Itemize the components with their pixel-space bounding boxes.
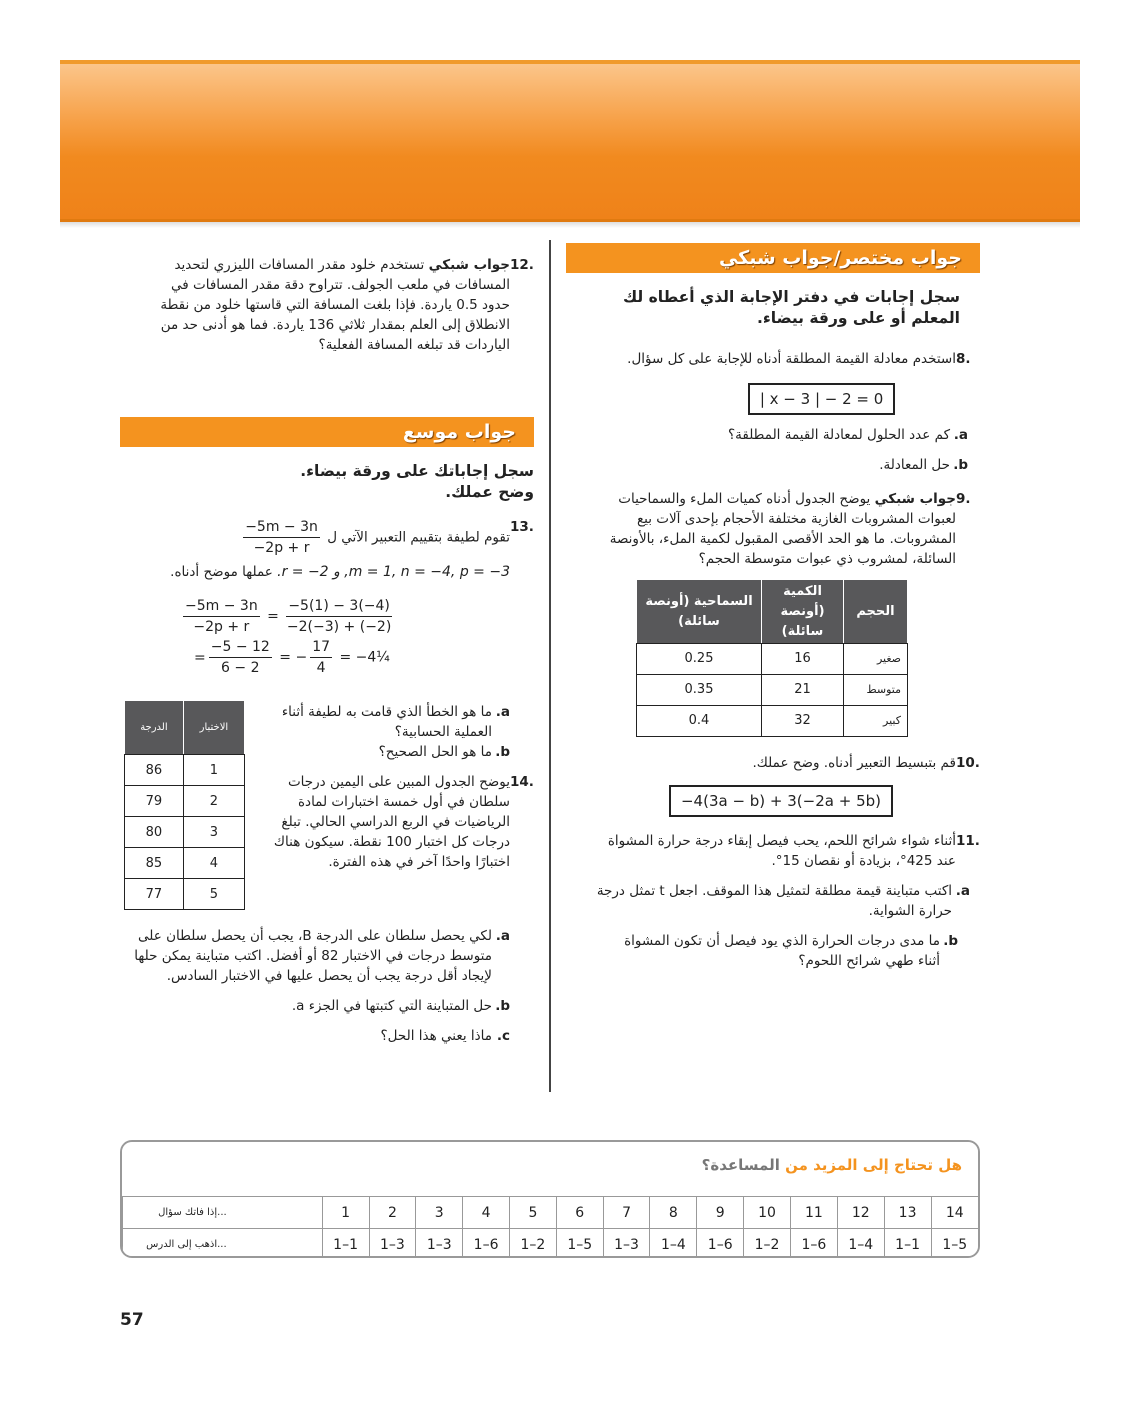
question-13: 13. تقوم لطيفة بتقييم التعبير الآتي ل $\frac{-5m - 3n}{-2p + r}$ m = 1, n = −4, p = −3, و r = −2. عملها موضح أدناه. $\frac{-5m - 3n}{-2p + r}$ = $\frac{-5(1) - 3(-4)}{-2(-3) + (-2)}$ = $\frac{-5 - 12}{6 - 2}$ = − $\frac{17}{4}$ = −4¼ bbox=[120, 517, 534, 678]
header-shadow bbox=[60, 222, 1080, 228]
lesson-cell: 1–1 bbox=[322, 1229, 369, 1259]
section-heading-short-answer: جواب مختصر/جواب شبكي bbox=[566, 243, 980, 273]
question-14c: c. ماذا يعني هذا الحل؟ bbox=[380, 1028, 510, 1044]
question-cell: 12 bbox=[837, 1197, 884, 1229]
question-14a: a. لكي يحصل سلطان على الدرجة B، يجب أن يحصل سلطان على متوسط درجات في الاختبار 82 أو أفضل. اكتب متباينة يمكن حلها لإيجاد أقل درجة يجب أن يحصل عليها في الاختبار السادس. bbox=[134, 928, 510, 984]
scores-table: الدرجة الاختبار 86 1 79 2 80 3 85 4 77 5 bbox=[124, 700, 245, 910]
header-band bbox=[60, 60, 1080, 222]
fill-table: الحجم الكمية (أونصة سائلة) السماحية (أونصة سائلة) صغير 16 0.25 متوسط 21 0.35 كبير 32 0.4 bbox=[636, 579, 908, 737]
lesson-cell: 1–2 bbox=[509, 1229, 556, 1259]
lesson-cell: 1–1 bbox=[884, 1229, 931, 1259]
question-cell: 6 bbox=[556, 1197, 603, 1229]
question-cell: 2 bbox=[369, 1197, 416, 1229]
section-heading-extended-response: جواب موسع bbox=[120, 417, 534, 447]
need-help-box bbox=[120, 1140, 980, 1258]
left-column bbox=[120, 255, 534, 678]
lesson-cell: 1–5 bbox=[556, 1229, 603, 1259]
question-10: 10. قم بتبسيط التعبير أدناه. وضح عملك. −4(3a − b) + 3(−2a + 5b) bbox=[566, 753, 980, 817]
lesson-cell: 1–3 bbox=[369, 1229, 416, 1259]
page-number: 57 bbox=[120, 1310, 144, 1330]
lesson-cell: 1–6 bbox=[790, 1229, 837, 1259]
work-shown: $\frac{-5m - 3n}{-2p + r}$ = $\frac{-5(1) - 3(-4)}{-2(-3) + (-2)}$ = $\frac{-5 - 12}{6 - 2}$ = − $\frac{17}{4}$ = −4¼ bbox=[185, 598, 392, 676]
help-title: هل تحتاج إلى المزيد من المساعدة؟ bbox=[122, 1142, 978, 1196]
lesson-cell: 1–6 bbox=[697, 1229, 744, 1259]
question-cell: 9 bbox=[697, 1197, 744, 1229]
question-cell: 14 bbox=[931, 1197, 978, 1229]
question-14b: b. حل المتباينة التي كتبتها في الجزء a. bbox=[291, 998, 510, 1014]
question-12: 12. جواب شبكي تستخدم خلود مقدر المسافات الليزري لتحديد المسافات في ملعب الجولف. تتراوح دقة مقدر المسافات في حدود 0.5 ياردة. فإذا بلغت المسافة التي قاستها خلود من نقطة الانطلاق إلى العلم بمقدار ثلاثي 136 ياردة. فما هو أدنى حد من الياردات قد تبلغه المسافة الفعلية؟ bbox=[160, 257, 534, 353]
lesson-map-table: ...إذا فاتك سؤال 1 2 3 4 5 6 7 8 9 10 11 12 13 14 ...اذهب إلى الدرس 1–1 1–3 1–3 1–6 1–2 1–5 1–3 1–4 1–6 1–2 1–6 1–4 1–1 1–5 bbox=[122, 1196, 978, 1258]
question-cell: 10 bbox=[744, 1197, 791, 1229]
question-14: 14. يوضح الجدول المبين على اليمين درجات سلطان في أول خمسة اختبارات لمادة الرياضيات في الربع الدراسي الحالي. تبلغ درجات كل اختبار 100 نقطة. سيكون هناك اختبارًا واحدًا آخر في هذه الفترة. bbox=[273, 774, 534, 870]
question-cell: 7 bbox=[603, 1197, 650, 1229]
lesson-cell: 1–2 bbox=[744, 1229, 791, 1259]
instruction: سجل إجابات في دفتر الإجابة الذي أعطاه لك المعلم أو على ورقة بيضاء. bbox=[622, 288, 960, 327]
question-8: 8. استخدم معادلة القيمة المطلقة أدناه للإجابة على كل سؤال. | x − 3 | − 2 = 0 a. كم عدد الحلول لمعادلة القيمة المطلقة؟ b. حل المعادلة. bbox=[627, 351, 971, 473]
question-cell: 4 bbox=[463, 1197, 510, 1229]
column-divider bbox=[549, 240, 551, 1092]
question-cell: 5 bbox=[509, 1197, 556, 1229]
question-cell: 3 bbox=[416, 1197, 463, 1229]
lesson-cell: 1–3 bbox=[416, 1229, 463, 1259]
equation-box: | x − 3 | − 2 = 0 bbox=[748, 383, 895, 415]
lesson-cell: 1–4 bbox=[650, 1229, 697, 1259]
question-11b: b. ما مدى درجات الحرارة الذي يود فيصل أن تكون المشواة أثناء طهي شرائح اللحوم؟ bbox=[624, 933, 958, 969]
question-11: 11. أثناء شواء شرائح اللحم، يحب فيصل إبقاء درجة حرارة المشواة عند 425°، بزيادة أو نقصان 15°. bbox=[607, 833, 980, 869]
question-cell: 8 bbox=[650, 1197, 697, 1229]
right-column bbox=[566, 243, 980, 971]
q14-parts bbox=[130, 926, 510, 1046]
expression-box: −4(3a − b) + 3(−2a + 5b) bbox=[669, 785, 893, 817]
question-11a: a. اكتب متباينة قيمة مطلقة لتمثيل هذا الموقف. اجعل t تمثل درجة حرارة الشواية. bbox=[596, 883, 970, 919]
question-13b: b. ما هو الحل الصحيح؟ bbox=[378, 744, 510, 760]
instruction: سجل إجاباتك على ورقة بيضاء. وضح عملك. bbox=[300, 462, 534, 501]
q13-q14-text bbox=[260, 702, 534, 872]
lesson-cell: 1–3 bbox=[603, 1229, 650, 1259]
question-cell: 13 bbox=[884, 1197, 931, 1229]
lesson-cell: 1–4 bbox=[837, 1229, 884, 1259]
lesson-cell: 1–5 bbox=[931, 1229, 978, 1259]
question-cell: 1 bbox=[322, 1197, 369, 1229]
question-13a: a. ما هو الخطأ الذي قامت به لطيفة أثناء العملية الحسابية؟ bbox=[281, 704, 510, 740]
question-9: 9. جواب شبكي يوضح الجدول أدناه كميات الملء والسماحيات لعبوات المشروبات الغازية مختلفة الأحجام بإحدى آلات بيع المشروبات. ما هو الحد الأقصى المقبول لكمية الملء، بالأونصة السائلة، لمشروب ذي عبوات متوسطة الحجم؟ الحجم الكمية (أونصة سائلة) السماحية (أونصة سائلة) صغير 16 0.25 متوسط 21 0.35 كبير 32 0.4 bbox=[566, 489, 980, 737]
question-cell: 11 bbox=[790, 1197, 837, 1229]
lesson-cell: 1–6 bbox=[463, 1229, 510, 1259]
